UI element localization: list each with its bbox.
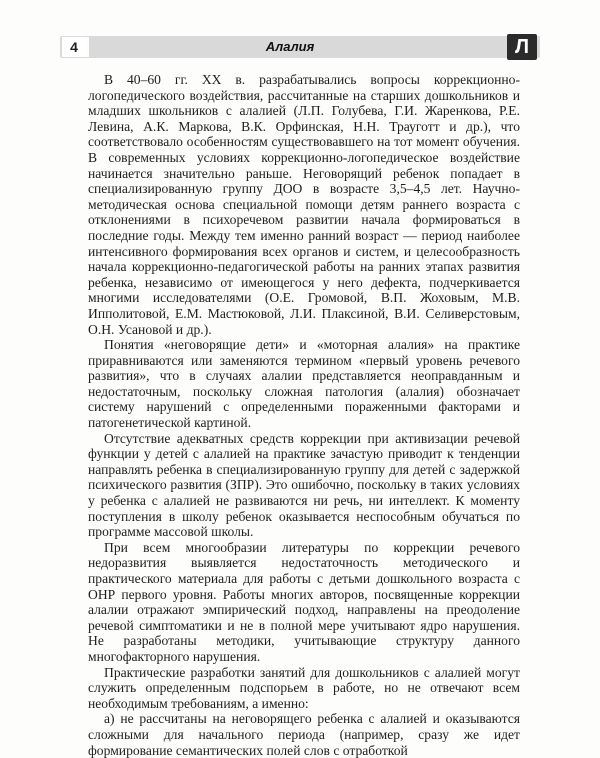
paragraph: В 40–60 гг. XX в. разрабатывались вопросы коррекционно-логопедического воздействия, рассчитанные на старших дошкольников и младших школьников с алалией (Л.П. Голубева, Г.И. Жаренкова, Р.Е. Левина, А.К. Маркова, В.К. Орфинская, Н.Н. Трауготт и др.), что соответствовало особенностям существовавшего на тот момент обучения. В современных условиях коррекционно-логопедическое воздействие начинается значительно раньше. Неговорящий ребенок попадает в специализированную группу ДОО в возрасте 3,5–4,5 лет. Научно-методическая основа специальной помощи детям раннего возраста с отклонениями в психоречевом развитии начала формироваться в последние годы. Между тем именно ранний возраст — период наиболее интенсивного формирования всех органов и систем, и целесообразность начала коррекционно-педагогической работы на ранних этапах развития ребенка, независимо от имеющегося у него дефекта, подчеркивается многими исследователями (О.Е. Громовой, В.П. Жоховым, М.В. Ипполитовой, Е.М. Мастюковой, Л.И. Плаксиной, В.И. Селиверстовым, О.Н. Усановой и др.). [88, 72, 520, 337]
logo-letter-mark: Л [507, 34, 537, 60]
paragraph: Отсутствие адекватных средств коррекции при активизации речевой функции у детей с алалией на практике зачастую приводит к тенденции направлять ребенка в специализированную группу для детей с задержкой психического развития (ЗПР). Это ошибочно, поскольку в таких условиях у ребенка с алалией не развиваются ни речь, ни интеллект. К моменту поступления в школу ребенок оказывается неспособным обучаться по программе массовой школы. [88, 430, 520, 540]
running-title: Алалия [265, 39, 315, 54]
page-number: 4 [62, 37, 89, 57]
paragraph: При всем многообразии литературы по коррекции речевого недоразвития выявляется недостаточность методического и практического материала для работы с детьми дошкольного возраста с ОНР первого уровня. Работы многих авторов, посвященные коррекции алалии отражают эмпирический подход, направлены на преодоление речевой симптоматики и не в полной мере учитывают ядро нарушения. Не разработаны методики, учитывающие структуру данного многофакторного нарушения. [88, 539, 520, 664]
body-text [88, 72, 520, 758]
paragraph: а) не рассчитаны на неговорящего ребенка с алалией и оказываются сложными для начального периода (например, сразу же идет формирование семантических полей слов с отработкой [88, 711, 520, 758]
paragraph: Практические разработки занятий для дошкольников с алалией могут служить определенным подспорьем в работе, но не отвечают всем необходимым требованиям, а именно: [88, 664, 520, 711]
paragraph: Понятия «неговорящие дети» и «моторная алалия» на практике приравниваются или заменяются термином «первый уровень речевого развития», что в случаях алалии представляется неоправданным и недостаточным, поскольку сложная патология (алалия) обозначает систему нарушений с определенными пораженными факторами и патогенетической картиной. [88, 337, 520, 431]
